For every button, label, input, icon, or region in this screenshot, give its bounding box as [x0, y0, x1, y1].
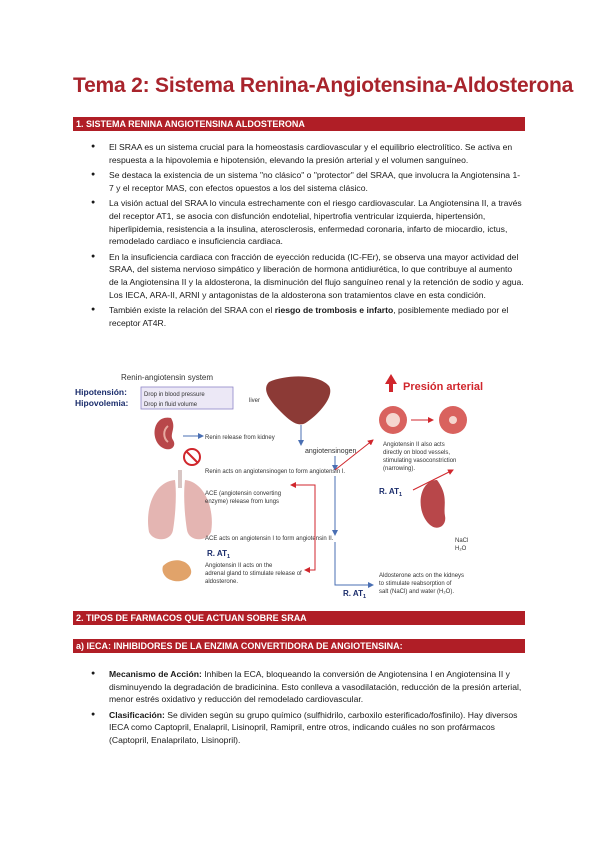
list-item: ● Mecanismo de Acción: Inhiben la ECA, bloqueando la conversión de Angiotensina I en Angiotensina II y disminuyendo la degradación de bradicinina. Esto conlleva a vasodilatación, reducción de la presión arterial, menor estrés oxidativo y reducción del remodelado cardiovascular.	[92, 668, 524, 706]
aldo-text-1: Aldosterone acts on the kidneys	[379, 573, 465, 579]
raas-diagram	[73, 370, 525, 600]
presion-arterial-label: Presión arterial	[403, 381, 484, 393]
ang2-adrenal-text-2: adrenal gland to stimulate release of	[205, 571, 302, 577]
vessel-text-1: Angiotensin II also acts	[383, 442, 445, 448]
vessel-text-2: directly on blood vessels,	[383, 450, 451, 456]
nacl-label: NaCl	[455, 538, 469, 544]
liver-icon	[266, 376, 330, 424]
liver-label: liver	[249, 398, 261, 404]
angiotensinogen-label: angiotensinogen	[305, 448, 357, 455]
adrenal-icon	[162, 560, 191, 581]
box-drop-pressure: Drop in blood pressure	[144, 392, 205, 398]
list-item: ● Se destaca la existencia de un sistema "no clásico" o "protector" del SRAA, que involucra la Angiotensina 1-7 y el receptor MAS, con efectos opuestos a los del sistema clásico.	[92, 169, 524, 194]
item-label: Clasificación:	[109, 709, 165, 720]
subsection-header-ieca: a) IECA: INHIBIDORES DE LA ENZIMA CONVERTIDORA DE ANGIOTENSINA:	[73, 639, 525, 653]
receptor-at1-vessel-label: R. $AT_1$	[379, 487, 403, 498]
up-arrow-icon	[385, 374, 397, 392]
receptor-at1-kidney-label: R. $AT_1$	[343, 589, 367, 600]
aldo-text-3: salt (NaCl) and water (H₂O).	[379, 589, 455, 595]
ace-release-text-1: ACE (angiotensin converting	[205, 491, 282, 497]
section-header-sraa: 1. SISTEMA RENINA ANGIOTENSINA ALDOSTERONA	[73, 117, 525, 131]
ace-release-text-2: enzyme) release from lungs	[205, 499, 280, 505]
section-header-drugs: 2. TIPOS DE FARMACOS QUE ACTUAN SOBRE SRAA	[73, 611, 525, 625]
hypovolemia-label: Hipovolemia:	[75, 398, 129, 408]
kidney-icon	[155, 418, 175, 450]
list-item: ● El SRAA es un sistema crucial para la homeostasis cardiovascular y el equilibrio electrolítico. Se activa en respuesta a la hipovolemia e hipotensión, elevando la presión arterial y el volumen sanguíneo.	[92, 141, 524, 166]
renin-release-text: Renin release from kidney	[205, 435, 275, 441]
aldo-text-2: to stimulate reabsorption of	[379, 581, 452, 587]
renin-acts-text: Renin acts on angiotensinogen to form angiotensin I.	[205, 469, 346, 475]
section1-bullet-list	[92, 141, 524, 332]
vessel-text-4: (narrowing).	[383, 466, 416, 472]
list-item: ● También existe la relación del SRAA con el riesgo de trombosis e infarto, posiblemente mediado por el receptor AT4R.	[92, 304, 524, 329]
list-item: ● La visión actual del SRAA lo vincula estrechamente con el riesgo cardiovascular. La Angiotensina II, a través del receptor AT1, se asocia con disfunción endotelial, hipertrofia ventricular izquierda, hipertensión, hiperlipidemia, resistencia a la insulina, aterosclerosis, enfermedad coronaria, infarto de miocardio, ictus, remodelado cardiaco e insuficiencia cardiaca.	[92, 197, 524, 247]
highlight-text: riesgo de trombosis e infarto	[274, 305, 394, 316]
system-title: Renin-angiotensin system	[121, 373, 214, 382]
prohibit-icon	[184, 449, 200, 465]
kidney-right-icon	[421, 480, 446, 528]
ace-acts-text: ACE acts on angiotensin I to form angiotensin II.	[205, 536, 334, 542]
h2o-label: H₂O	[455, 546, 467, 552]
hypotension-label: Hipotensión:	[75, 387, 127, 397]
ang2-adrenal-text-3: aldosterone.	[205, 579, 239, 585]
list-item: ● Clasificación: Se dividen según su grupo químico (sulfhidrilo, carboxilo esterificado/fosfinilo). Hay diversos IECA como Captopril, Enalapril, Lisinopril, Ramipril, entre otros, indicando cuáles no son profármacos (Captopril, Enalaprilato, Lisinopril).	[92, 709, 524, 747]
list-item: ● En la insuficiencia cardiaca con fracción de eyección reducida (IC-FEr), se observa una mayor actividad del SRAA, del sistema nervioso simpático y liberación de hormona antidiurética, lo que contribuye al aumento de la Angiotensina II y la aldosterona, la disminución del flujo sanguíneo renal y la retención de sodio y agua. Los IECA, ARA-II, ARNI y antagonistas de la aldosterona son tratamientos clave en esta condición.	[92, 251, 524, 301]
section2-bullet-list	[92, 668, 524, 750]
ang2-adrenal-text-1: Angiotensin II acts on the	[205, 563, 273, 569]
vessel-text-3: stimulating vasoconstriction	[383, 458, 457, 464]
receptor-at1-label: R. $AT_1$	[207, 549, 231, 560]
lungs-icon	[148, 470, 212, 539]
box-drop-volume: Drop in fluid volume	[144, 402, 198, 408]
item-label: Mecanismo de Acción:	[109, 669, 202, 679]
page-title: Tema 2: Sistema Renina-Angiotensina-Aldosterona	[73, 74, 574, 97]
